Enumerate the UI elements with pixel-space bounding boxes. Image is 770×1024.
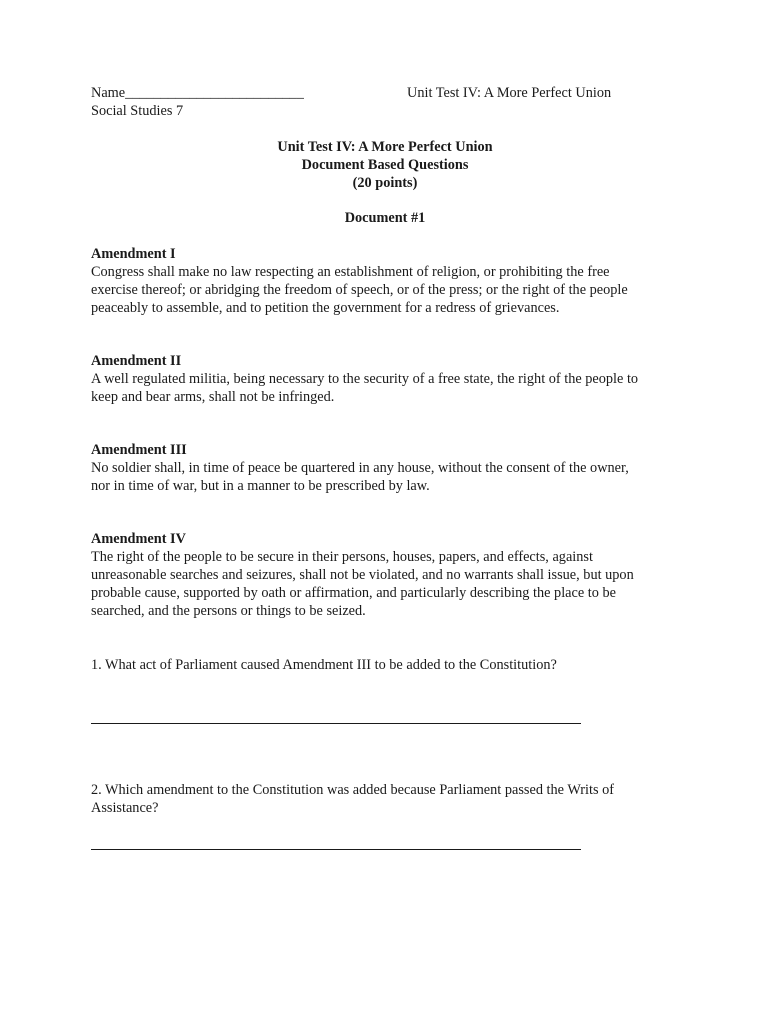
amendment-4: [91, 530, 681, 620]
header-test-title: Unit Test IV: A More Perfect Union: [407, 85, 612, 101]
question-2: [91, 781, 681, 817]
amendment-heading: Amendment III: [91, 442, 187, 458]
amendment-text-line: keep and bear arms, shall not be infringed.: [91, 389, 335, 405]
amendment-heading: Amendment I: [91, 246, 176, 262]
page-subtitle: Document Based Questions: [301, 157, 469, 173]
amendment-text-line: exercise thereof; or abridging the freedom of speech, or of the press; or the right of the people: [91, 282, 628, 298]
question-text-line: 1. What act of Parliament caused Amendment III to be added to the Constitution?: [91, 657, 557, 673]
amendment-heading: Amendment II: [91, 353, 182, 369]
amendment-text-line: The right of the people to be secure in their persons, houses, papers, and effects, against: [91, 549, 593, 565]
amendment-heading: Amendment IV: [91, 531, 186, 547]
page-title: Unit Test IV: A More Perfect Union: [277, 139, 493, 155]
amendment-text-line: searched, and the persons or things to be seized.: [91, 603, 366, 619]
amendment-text-line: No soldier shall, in time of peace be quartered in any house, without the consent of the owner,: [91, 460, 629, 476]
answer-line-1[interactable]: [91, 723, 581, 724]
amendment-text-line: Congress shall make no law respecting an establishment of religion, or prohibiting the free: [91, 264, 610, 280]
name-label: Name_________________________: [91, 85, 304, 101]
amendment-text-line: peaceably to assemble, and to petition the government for a redress of grievances.: [91, 300, 560, 316]
amendment-text-line: unreasonable searches and seizures, shall not be violated, and no warrants shall issue, but upon: [91, 567, 634, 583]
question-text-line: 2. Which amendment to the Constitution was added because Parliament passed the Writs of: [91, 782, 614, 798]
points-label: (20 points): [352, 175, 418, 191]
amendment-1: [91, 245, 681, 317]
class-name: Social Studies 7: [91, 103, 184, 119]
amendment-3: [91, 441, 681, 495]
amendment-text-line: nor in time of war, but in a manner to be prescribed by law.: [91, 478, 430, 494]
answer-line-2[interactable]: [91, 849, 581, 850]
document-heading: Document #1: [344, 210, 426, 226]
amendment-2: [91, 352, 681, 406]
amendment-text-line: probable cause, supported by oath or affirmation, and particularly describing the place to be: [91, 585, 616, 601]
amendment-text-line: A well regulated militia, being necessary to the security of a free state, the right of the people to: [91, 371, 639, 387]
question-text-line: Assistance?: [91, 800, 159, 816]
question-1: [91, 656, 681, 674]
